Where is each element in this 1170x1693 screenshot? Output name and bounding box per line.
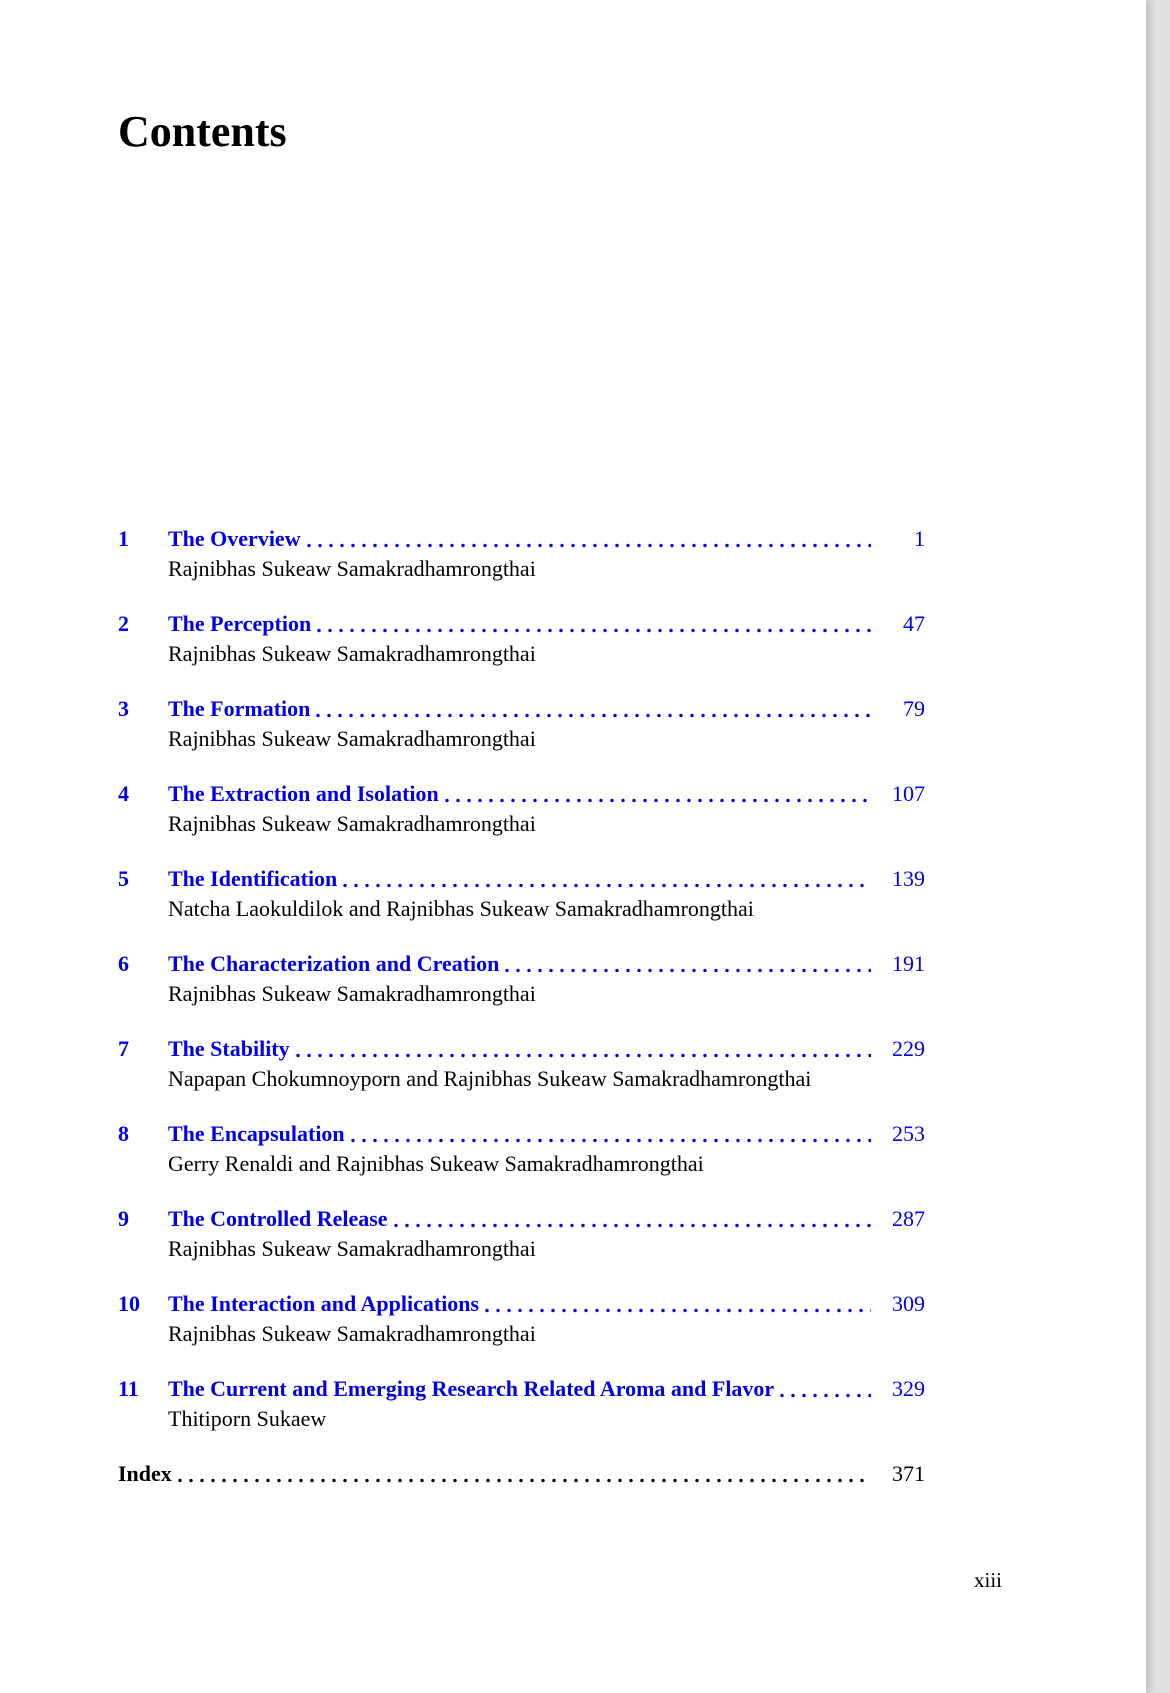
toc-entry-row — [118, 1034, 925, 1064]
toc-entry — [118, 864, 925, 924]
dot-leader — [780, 1393, 871, 1398]
index-link[interactable]: Index — [118, 1461, 172, 1486]
author-line: Rajnibhas Sukeaw Samakradhamrongthai — [168, 641, 536, 666]
toc-entry — [118, 1119, 925, 1179]
dot-leader — [351, 1138, 871, 1143]
chapter-page-number[interactable]: 229 — [892, 1036, 925, 1061]
chapter-title-link[interactable]: The Extraction and Isolation — [168, 781, 439, 806]
chapter-page-number[interactable]: 139 — [892, 866, 925, 891]
author-line: Gerry Renaldi and Rajnibhas Sukeaw Samakradhamrongthai — [168, 1151, 704, 1176]
chapter-number: 2 — [118, 611, 129, 636]
toc-entry — [118, 694, 925, 754]
chapter-title-link[interactable]: The Encapsulation — [168, 1121, 345, 1146]
chapter-title-link[interactable]: The Overview — [168, 526, 301, 551]
chapter-page-number[interactable]: 287 — [892, 1206, 925, 1231]
chapter-page-number[interactable]: 253 — [892, 1121, 925, 1146]
index-row — [118, 1459, 925, 1489]
dot-leader — [445, 798, 871, 803]
toc-entry — [118, 949, 925, 1009]
chapter-number: 3 — [118, 696, 129, 721]
chapter-number: 6 — [118, 951, 129, 976]
toc-entry — [118, 609, 925, 669]
toc-entry — [118, 779, 925, 839]
dot-leader — [317, 628, 871, 633]
dot-leader — [296, 1053, 871, 1058]
chapter-number: 8 — [118, 1121, 129, 1146]
chapter-page-number[interactable]: 191 — [892, 951, 925, 976]
toc-entry-list — [118, 524, 925, 1434]
toc-entry — [118, 1034, 925, 1094]
chapter-title-link[interactable]: The Stability — [168, 1036, 290, 1061]
toc-entry-row — [118, 694, 925, 724]
chapter-page-number[interactable]: 47 — [903, 611, 925, 636]
toc-entry-row — [118, 1119, 925, 1149]
folio-page-number: xiii — [973, 1568, 1002, 1592]
chapter-title-link[interactable]: The Controlled Release — [168, 1206, 388, 1231]
chapter-title-link[interactable]: The Characterization and Creation — [168, 951, 500, 976]
toc-entry-row — [118, 1289, 925, 1319]
dot-leader — [307, 543, 871, 548]
dot-leader — [505, 968, 871, 973]
chapter-number: 5 — [118, 866, 129, 891]
author-line: Napapan Chokumnoyporn and Rajnibhas Sukeaw Samakradhamrongthai — [168, 1066, 812, 1091]
toc-entry — [118, 524, 925, 584]
dot-leader — [178, 1478, 871, 1483]
chapter-number: 9 — [118, 1206, 129, 1231]
author-line: Rajnibhas Sukeaw Samakradhamrongthai — [168, 726, 536, 751]
toc-entry-row — [118, 524, 925, 554]
toc-entry-row — [118, 1374, 925, 1404]
author-line: Thitiporn Sukaew — [168, 1406, 327, 1431]
author-line: Rajnibhas Sukeaw Samakradhamrongthai — [168, 981, 536, 1006]
author-line: Rajnibhas Sukeaw Samakradhamrongthai — [168, 1321, 536, 1346]
chapter-number: 7 — [118, 1036, 129, 1061]
toc-entry-row — [118, 1204, 925, 1234]
dot-leader — [343, 883, 871, 888]
chapter-number: 11 — [118, 1376, 139, 1401]
chapter-title-link[interactable]: The Perception — [168, 611, 312, 636]
toc-entry-row — [118, 779, 925, 809]
toc-entry — [118, 1204, 925, 1264]
author-line: Natcha Laokuldilok and Rajnibhas Sukeaw Samakradhamrongthai — [168, 896, 754, 921]
chapter-number: 4 — [118, 781, 129, 806]
toc-entry-row — [118, 864, 925, 894]
author-line: Rajnibhas Sukeaw Samakradhamrongthai — [168, 1236, 536, 1261]
chapter-title-link[interactable]: The Interaction and Applications — [168, 1291, 480, 1316]
dot-leader — [485, 1308, 871, 1313]
toc-entry — [118, 1374, 925, 1434]
table-of-contents — [118, 524, 925, 1489]
chapter-page-number[interactable]: 107 — [892, 781, 925, 806]
chapter-number: 1 — [118, 526, 129, 551]
page-title: Contents — [118, 107, 287, 156]
author-line: Rajnibhas Sukeaw Samakradhamrongthai — [168, 811, 536, 836]
chapter-page-number[interactable]: 79 — [903, 696, 925, 721]
chapter-page-number[interactable]: 309 — [892, 1291, 925, 1316]
dot-leader — [394, 1223, 871, 1228]
chapter-page-number[interactable]: 1 — [914, 526, 925, 551]
author-line: Rajnibhas Sukeaw Samakradhamrongthai — [168, 556, 536, 581]
dot-leader — [316, 713, 871, 718]
chapter-number: 10 — [118, 1291, 140, 1316]
chapter-page-number[interactable]: 329 — [892, 1376, 925, 1401]
index-page-number[interactable]: 371 — [892, 1461, 925, 1486]
toc-entry-row — [118, 609, 925, 639]
chapter-title-link[interactable]: The Identification — [168, 866, 338, 891]
toc-entry-row — [118, 949, 925, 979]
chapter-title-link[interactable]: The Formation — [168, 696, 311, 721]
toc-entry — [118, 1289, 925, 1349]
chapter-title-link[interactable]: The Current and Emerging Research Related Aroma and Flavor — [168, 1376, 775, 1401]
